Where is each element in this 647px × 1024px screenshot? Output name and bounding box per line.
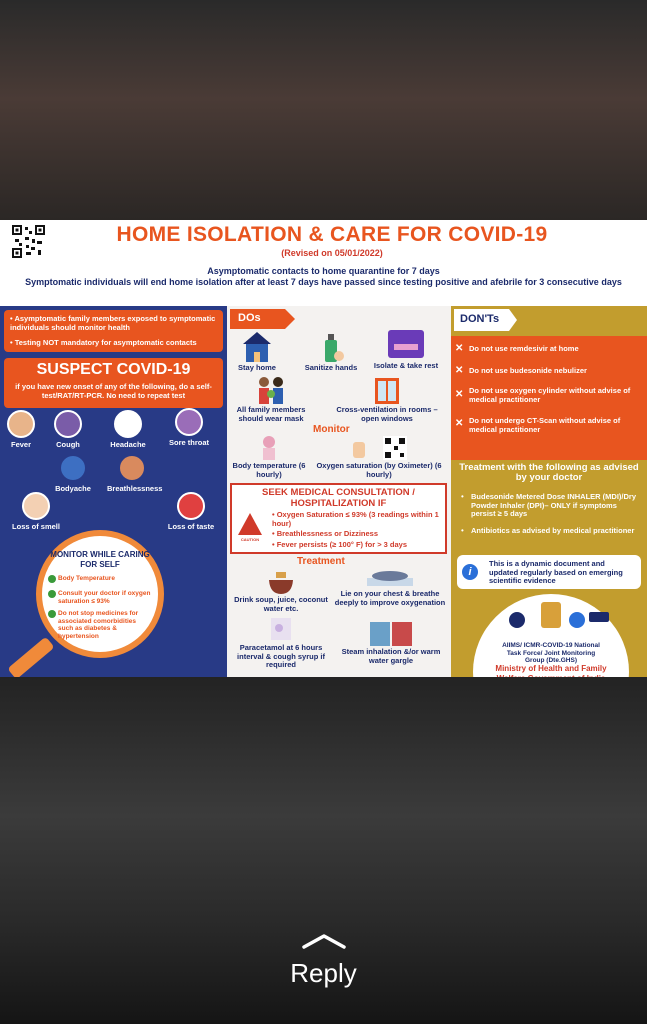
prone-position-icon bbox=[365, 564, 415, 590]
symptom-headache: Headache bbox=[103, 410, 153, 449]
nose-icon bbox=[22, 492, 50, 520]
icmr-logo-icon bbox=[569, 612, 585, 628]
caution-label: CAUTION bbox=[240, 537, 260, 542]
treatment-item: Antibiotics as advised by medical practitioner bbox=[471, 526, 635, 535]
tongue-icon bbox=[177, 492, 205, 520]
treatment-drink-soup: Drink soup, juice, coconut water etc. bbox=[231, 568, 331, 613]
do-isolate-rest: Isolate & take rest bbox=[367, 328, 445, 371]
cough-icon bbox=[54, 410, 82, 438]
steam-inhalation-icon bbox=[366, 618, 416, 648]
do-sanitize-hands: Sanitize hands bbox=[297, 330, 365, 373]
poster-header bbox=[0, 220, 647, 306]
breathlessness-icon bbox=[118, 454, 146, 482]
reply-button[interactable] bbox=[0, 932, 647, 989]
dont-item: Do not undergo CT-Scan without advise of medical practitioner bbox=[469, 416, 621, 434]
magnifier-handle bbox=[7, 637, 54, 680]
bullet-icon: • bbox=[461, 526, 464, 535]
left-panel bbox=[0, 306, 227, 677]
seek-item: • Breathlessness or Dizziness bbox=[272, 529, 379, 538]
symptom-loss-of-smell: Loss of smell bbox=[11, 492, 61, 531]
chevron-up-icon bbox=[300, 932, 348, 950]
reply-label: Reply bbox=[290, 958, 357, 988]
poster-subtitle: (Revised on 05/01/2022) bbox=[281, 248, 383, 258]
info-icon: i bbox=[462, 564, 478, 580]
suspect-covid-box bbox=[4, 358, 223, 408]
dos-panel bbox=[227, 306, 451, 677]
check-icon bbox=[48, 590, 56, 598]
do-wear-mask: All family members should wear mask bbox=[231, 374, 311, 423]
seek-title: SEEK MEDICAL CONSULTATION / HOSPITALIZATION IF bbox=[262, 487, 415, 509]
treatment-item: Budesonide Metered Dose INHALER (MDI)/Dry Powder Inhaler (DPI)– ONLY if symptoms persist ≥ 5 days bbox=[471, 492, 637, 518]
monitor-item: Do not stop medicines for associated comorbidities such as diabetes & hypertension bbox=[58, 610, 139, 640]
symptom-cough: Cough bbox=[43, 410, 93, 449]
bed-icon bbox=[386, 328, 426, 362]
headache-icon bbox=[114, 410, 142, 438]
task-force-text: AIIMS/ ICMR-COVID-19 National Task Force/ Joint Monitoring Group (Dte.GHS) bbox=[502, 642, 600, 664]
covid-poster-image bbox=[0, 220, 647, 677]
treatment-paracetamol: Paracetamol at 6 hours interval & cough syrup if required bbox=[229, 614, 333, 670]
do-stay-home: Stay home bbox=[231, 330, 283, 373]
thermometer-person-icon bbox=[256, 434, 282, 462]
sanitizer-icon bbox=[315, 330, 347, 364]
note-item: • Asymptomatic family members exposed to symptomatic individuals should monitor health bbox=[10, 314, 216, 332]
aiims-logo-icon bbox=[509, 612, 525, 628]
caution-icon bbox=[238, 513, 262, 535]
symptom-bodyache: Bodyache bbox=[48, 454, 98, 493]
blurred-background-top bbox=[0, 0, 647, 220]
monitor-item: Body Temperature bbox=[58, 575, 115, 582]
seek-item: • Oxygen Saturation ≤ 93% (3 readings within 1 hour) bbox=[272, 510, 439, 528]
donts-tab: DON'Ts bbox=[454, 309, 509, 331]
symptom-sore-throat: Sore throat bbox=[164, 408, 214, 447]
treatment-title: Treatment with the following as advised by your doctor bbox=[459, 462, 639, 483]
poster-intro-line-2: Symptomatic individuals will end home isolation after at least 7 days have passed since testing positive and afebrile for 3 consecutive days bbox=[25, 277, 622, 287]
dont-item: Do not use budesonide nebulizer bbox=[469, 366, 587, 375]
monitor-self-circle bbox=[36, 530, 164, 658]
seek-item: • Fever persists (≥ 100° F) for > 3 days bbox=[272, 540, 408, 549]
check-icon bbox=[48, 575, 56, 583]
ministry-text: Ministry of Health and Family bbox=[495, 664, 607, 673]
dont-item: Do not use oxygen cylinder without advise of medical practitioner bbox=[469, 386, 631, 404]
symptom-breathlessness: Breathlessness bbox=[107, 454, 157, 493]
x-icon: ✕ bbox=[455, 343, 464, 354]
monitor-title: MONITOR WHILE CARING FOR SELF bbox=[50, 550, 150, 569]
do-cross-ventilation: Cross-ventilation in rooms – open windows bbox=[327, 376, 447, 423]
bodyache-icon bbox=[59, 454, 87, 482]
suspect-text: if you have new onset of any of the following, do a self-test/RAT/RT-PCR. No need to repeat test bbox=[15, 382, 212, 400]
treatment-lie-on-chest: Lie on your chest & breathe deeply to improve oxygenation bbox=[331, 564, 449, 607]
monitor-body-temperature: Body temperature (6 hourly) bbox=[229, 434, 309, 479]
seek-medical-box bbox=[230, 483, 447, 554]
poster-intro-line-1: Asymptomatic contacts to home quarantine for 7 days bbox=[207, 266, 440, 276]
medicine-icon bbox=[267, 614, 295, 644]
symptom-fever: Fever bbox=[0, 410, 46, 449]
note-item: • Testing NOT mandatory for asymptomatic contacts bbox=[10, 338, 197, 347]
dynamic-document-note: i This is a dynamic document and updated regularly based on emerging scientific evidence bbox=[457, 555, 641, 589]
bullet-icon: • bbox=[461, 492, 464, 501]
donts-panel bbox=[451, 306, 647, 677]
qr-code-icon bbox=[12, 225, 45, 258]
treatment-steam-inhalation: Steam inhalation &/or warm water gargle bbox=[335, 618, 447, 665]
oximeter-icon bbox=[349, 434, 409, 462]
monitor-oxygen-saturation: Oxygen saturation (by Oximeter) (6 hourly) bbox=[309, 434, 449, 479]
x-icon: ✕ bbox=[455, 389, 464, 400]
national-emblem-icon bbox=[541, 602, 561, 628]
family-mask-icon bbox=[256, 374, 286, 406]
dghs-logo-icon bbox=[589, 612, 609, 622]
x-icon: ✕ bbox=[455, 365, 464, 376]
sore-throat-icon bbox=[175, 408, 203, 436]
window-icon bbox=[373, 376, 401, 406]
dos-tab: DOs bbox=[230, 309, 285, 329]
family-notes-box bbox=[4, 310, 223, 352]
tab-arrow bbox=[509, 309, 517, 331]
symptom-loss-of-taste: Loss of taste bbox=[166, 492, 216, 531]
monitor-item: Consult your doctor if oxygen saturation ≤ 93% bbox=[58, 590, 151, 605]
fever-icon bbox=[7, 410, 35, 438]
x-icon: ✕ bbox=[455, 418, 464, 429]
house-icon bbox=[241, 330, 273, 364]
check-icon bbox=[48, 610, 56, 618]
dont-item: Do not use remdesivir at home bbox=[469, 344, 579, 353]
poster-title: HOME ISOLATION & CARE FOR COVID-19 bbox=[116, 223, 548, 246]
monitor-label: Monitor bbox=[313, 424, 350, 435]
treatment-label: Treatment bbox=[297, 556, 345, 567]
soup-bowl-icon bbox=[266, 568, 296, 596]
suspect-title: SUSPECT COVID-19 bbox=[36, 361, 191, 378]
tab-arrow bbox=[285, 309, 295, 329]
